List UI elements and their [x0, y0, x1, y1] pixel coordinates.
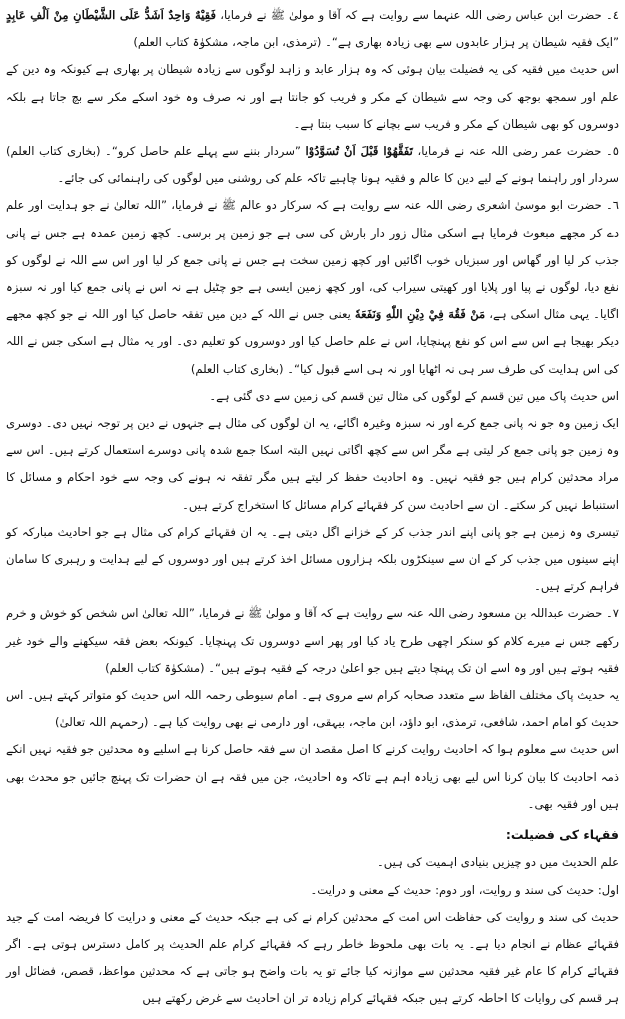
- section-paragraph-1: علم الحدیث میں دو چیزیں بنیادی اہمیت کی ہیں۔: [377, 855, 619, 870]
- arabic-text: مَنْ فَقُهَ فِيْ دِيْنِ اللّٰهِ وَنَفَعَهٗ: [354, 307, 486, 322]
- section-heading: فقہاء کی فضیلت:: [505, 827, 619, 843]
- hadith-5-paragraph: ٥۔ حضرت عمر رضی اللہ عنہ نے فرمایا، تَفَقَّهُوْا قَبْلَ اَنْ تُسَوَّدُوْا ”سردار بننے سے پہلے علم حاصل کرو“۔ (بخاری کتاب العلم) سردار اور راہنما ہونے کے لیے دین کا عالم و فقیہ ہونا چاہیے تاکہ علم کی روشنی میں لوگوں کی راہنمائی کی جائے۔: [6, 144, 620, 186]
- hadith-7-narrators: یہ حدیث پاک مختلف الفاظ سے متعدد صحابہ کرام سے مروی ہے۔ امام سیوطی رحمہ اللہ اس حدیث کو متواتر کہتے ہیں۔ اس حدیث کو امام احمد، شافعی، ترمذی، ابو داؤد، ابن ماجہ، بیہقی، اور دارمی نے بھی روایت کیا ہے۔ (رحمہم اللہ تعالیٰ): [6, 688, 619, 730]
- hadith-7-paragraph: ٧۔ حضرت عبداللہ بن مسعود رضی اللہ عنہ سے روایت ہے کہ آقا و مولیٰ ﷺ نے فرمایا، ”اللہ تعالیٰ اس شخص کو خوش و خرم رکھے جس نے میرے کلام کو سنکر اچھی طرح یاد کیا اور پھر اسے دوسروں تک پہنچایا۔ کیونکہ بعض فقہ سیکھنے والے خود غیر فقیہ ہوتے ہیں اور وہ اسے ان تک پہنچا دیتے ہیں جو اعلیٰ درجہ کے فقیہ ہوتے ہیں“۔ (مشکوٰۃ کتاب العلم): [6, 606, 619, 675]
- hadith-6-explanation-1: ایک زمین وہ جو نہ پانی جمع کرے اور نہ سبزہ وغیرہ اگائے، یہ ان لوگوں کی مثال ہے جنہوں نے دین پر توجہ نہیں دی۔ دوسری وہ زمین جو پانی جمع کر لیتی ہے مگر اس سے کچھ اگاتی نہیں البتہ اسکا جمع شدہ پانی دوسرے استعمال کرتے ہیں۔ اس سے مراد محدثین کرام ہیں جو فقیہ نہیں۔ وہ احادیث حفظ کر لیتے ہیں مگر تفقہ نہ ہونے کی وجہ سے خود احکام و مسائل کا استنباط نہیں کر سکتے۔ ان سے احادیث سن کر فقہائے کرام مسائل کا استخراج کرتے ہیں۔: [6, 416, 619, 512]
- arabic-text: فَقِيْهٌ وَاحِدٌ اَشَدُّ عَلَى الشَّيْطَانِ مِنْ اَلْفِ عَابِدٍ: [6, 8, 217, 22]
- hadith-7-commentary: اس حدیث سے معلوم ہوا کہ احادیث روایت کرنے کا اصل مقصد ان سے فقہ حاصل کرنا ہے اسلیے وہ محدثین جو فقیہ نہیں انکے ذمہ احادیث کا بیان کرنا اس لیے بھی زیادہ اہم ہے تاکہ وہ احادیث، جن میں فقہ ہے ان حضرات تک پہنچ جائیں جو محدث بھی ہیں اور فقیہ بھی۔: [6, 742, 619, 811]
- hadith-6-explanation-2: تیسری وہ زمین ہے جو پانی اپنے اندر جذب کر کے خزانے اگل دیتی ہے۔ یہ ان فقہائے کرام کی مثال ہے جو احادیث مبارکہ کو اپنے سینوں میں جذب کر کے ان سے سینکڑوں بلکہ ہزاروں مسائل اخذ کرتے ہیں اور دوسروں کے لیے ہدایت و رہبری کا سامان فراہم کرتے ہیں۔: [6, 524, 619, 594]
- hadith-6-intro: اس حدیث پاک میں تین قسم کے لوگوں کی مثال تین قسم کی زمین سے دی گئی ہے۔: [209, 388, 619, 403]
- section-paragraph-3: حدیث کی سند و روایت کی حفاظت اس امت کے محدثین کرام نے کی ہے جبکہ حدیث کے معنی و درایت کا فریضہ امت کے جید فقہائے عظام نے انجام دیا ہے۔ یہ بات بھی ملحوظ خاطر رہے کہ فقہائے کرام علم الحدیث پر کامل دسترس ہوتی ہے۔ اگر فقہائے کرام کا عام غیر فقیہ محدثین سے موازنہ کیا جائے تو یہ بات واضح ہو جاتی ہے کہ محدثین مواعظ، قصص، فضائل اور ہر قسم کی روایات کا احاطہ کرتے ہیں جبکہ فقہائے کرام زیادہ تر ان احادیث سے غرض رکھتے ہیں: [6, 909, 619, 1006]
- hadith-6-paragraph: ٦۔ حضرت ابو موسیٰ اشعری رضی اللہ عنہ سے روایت ہے کہ سرکار دو عالم ﷺ نے فرمایا، ”اللہ تعالیٰ نے جو ہدایت اور علم دے کر مجھے مبعوث فرمایا ہے اسکی مثال زور دار بارش کی سی ہے جو زمین پر برسی۔ کچھ زمین عمدہ ہے جس نے پانی جذب کر لیا اور گھاس اور سبزیاں خوب اگائیں اور کچھ زمین سخت ہے جس نے پانی جمع کر لیا اور اس سے اللہ نے لوگوں کو نفع دیا، لوگوں نے پیا اور پلایا اور کھیتی سیراب کی، اور کچھ زمین ایسی ہے جو چٹیل ہے نہ اس نے پانی جمع کیا اور نہ سبزہ اگایا۔ یہی مثال اسکی ہے، مَنْ فَقُهَ فِيْ دِيْنِ اللّٰهِ وَنَفَعَهٗ یعنی جس نے اللہ کے دین میں تفقہ حاصل کیا اور اللہ نے جو کچھ مجھے دیکر بھیجا ہے اس سے اس کو نفع پہنچایا، اس نے علم حاصل کیا اور دوسروں کو تعلیم دی۔ اور یہ مثال ہے اسکی جس نے اللہ کی اس ہدایت کی طرف سر ہی نہ اٹھایا اور نہ ہی اسے قبول کیا“۔ (بخاری کتاب العلم): [6, 198, 619, 376]
- hadith-4-commentary: اس حدیث میں فقیہ کی یہ فضیلت بیان ہوئی کہ وہ ہزار عابد و زاہد لوگوں سے زیادہ شیطان پر بھاری ہے کیونکہ وہ دین کے علم اور سمجھ بوجھ کی وجہ سے شیطان کے مکر و فریب کو جانتا ہے اور نہ صرف وہ خود اسکے مکر سے بچ جاتا ہے بلکہ دوسروں کو بھی شیطان کے مکر و فریب سے بچانے کا سبب بنتا ہے۔: [6, 62, 619, 131]
- section-paragraph-2: اول: حدیث کی سند و روایت، اور دوم: حدیث کے معنی و درایت۔: [310, 882, 619, 897]
- arabic-text: تَفَقَّهُوْا قَبْلَ اَنْ تُسَوَّدُوْا: [305, 144, 413, 159]
- hadith-4-paragraph: ٤۔ حضرت ابن عباس رضی اللہ عنہما سے روایت ہے کہ آقا و مولیٰ ﷺ نے فرمایا، فَقِيْهٌ وَاحِدٌ اَشَدُّ عَلَى الشَّيْطَانِ مِنْ اَلْفِ عَابِدٍ ”ایک فقیہ شیطان پر ہزار عابدوں سے بھی زیادہ بھاری ہے“۔ (ترمذی، ابن ماجہ، مشکوٰۃ کتاب العلم): [6, 8, 619, 50]
